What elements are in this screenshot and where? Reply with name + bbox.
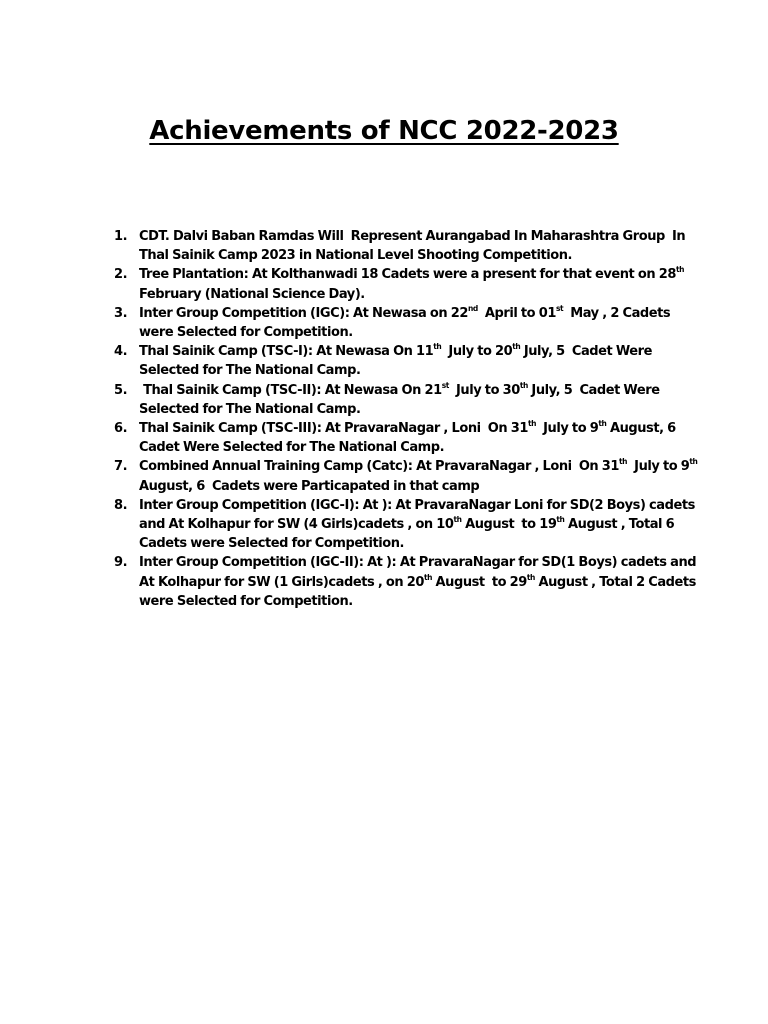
list-item	[0, 342, 669, 380]
list-item	[0, 457, 698, 495]
text-segment: Cadet Were Selected for The National Camp.	[139, 440, 445, 456]
text-segment: August, 6	[606, 421, 676, 437]
list-item-line	[139, 515, 675, 534]
ordinal-superscript: th	[598, 419, 607, 429]
ordinal-superscript: th	[619, 457, 628, 467]
text-segment: July, 5 Cadet Were	[527, 382, 660, 398]
text-segment: Inter Group Competition (IGC-I): At ): At PravaraNagar Loni for SD(2 Boys) cadets	[139, 497, 695, 513]
ordinal-superscript: st	[441, 380, 449, 390]
ordinal-superscript: th	[433, 342, 442, 352]
document-title-text: Achievements of NCC 2022-2023	[149, 116, 619, 146]
list-item-line	[139, 323, 669, 342]
ordinal-superscript: th	[675, 265, 684, 275]
text-segment: July to 30	[448, 382, 520, 398]
ordinal-superscript: th	[453, 515, 462, 525]
ordinal-superscript: th	[689, 457, 698, 467]
text-segment: Inter Group Competition (IGC): At Newasa on 22	[139, 305, 468, 321]
text-segment: Thal Sainik Camp (TSC-I): At Newasa On 11	[139, 344, 434, 360]
text-segment: were Selected for Competition.	[139, 325, 353, 341]
text-segment: July, 5 Cadet Were	[520, 344, 652, 360]
text-segment: August to 29	[431, 574, 527, 590]
list-item-line	[139, 457, 698, 476]
list-item-line	[139, 304, 669, 323]
text-segment: Cadets were Selected for Competition.	[139, 536, 404, 552]
list-item-number: 2.	[114, 267, 128, 283]
text-segment: CDT. Dalvi Baban Ramdas Will Represent Aurangabad In Maharashtra Group In	[139, 229, 686, 244]
text-segment: were Selected for Competition.	[139, 593, 353, 609]
list-item-number: 3.	[114, 305, 128, 321]
text-segment: At Kolhapur for SW (1 Girls)cadets , on 20	[139, 574, 424, 590]
list-item-line	[139, 553, 697, 572]
list-item	[0, 419, 676, 457]
text-segment: Combined Annual Training Camp (Catc): At PravaraNagar , Loni On 31	[139, 459, 619, 475]
list-item-line	[139, 534, 669, 553]
ordinal-superscript: th	[556, 515, 565, 525]
list-item	[0, 227, 686, 265]
text-segment: July to 9	[627, 459, 690, 475]
list-item-line	[139, 265, 684, 284]
ordinal-superscript: th	[423, 572, 432, 582]
list-item-number: 1.	[114, 229, 128, 244]
text-segment: Thal Sainik Camp (TSC-III): At PravaraNagar , Loni On 31	[139, 421, 528, 437]
text-segment: April to 01	[477, 305, 556, 321]
list-item-number: 8.	[114, 497, 128, 513]
text-segment: August , Total 6	[564, 517, 675, 533]
list-item-line	[139, 572, 696, 592]
list-item	[0, 304, 669, 342]
text-segment: August to 19	[461, 517, 557, 533]
text-segment: Tree Plantation: At Kolthanwadi 18 Cadets were a present for that event on 28	[139, 267, 676, 283]
list-item-line	[139, 496, 695, 515]
list-item-number: 6.	[114, 421, 128, 437]
list-item-line	[139, 381, 669, 400]
text-segment: and At Kolhapur for SW (4 Girls)cadets , on 10	[139, 517, 454, 533]
list-item	[0, 265, 684, 303]
list-item-line	[139, 592, 669, 611]
list-item	[0, 496, 695, 554]
list-item-number: 4.	[114, 344, 128, 360]
text-segment: Selected for The National Camp.	[139, 401, 361, 417]
list-item-line	[139, 400, 669, 419]
list-item-line	[139, 227, 686, 246]
list-item-number: 5.	[114, 382, 128, 398]
list-item-line	[139, 361, 669, 380]
ordinal-superscript: th	[519, 380, 528, 390]
ordinal-superscript: th	[527, 419, 536, 429]
list-item-number: 9.	[114, 555, 128, 571]
list-item-line	[139, 342, 669, 361]
list-item-number: 7.	[114, 459, 128, 475]
list-item-line	[139, 285, 669, 304]
list-item-line	[139, 477, 669, 496]
list-item-line	[139, 246, 669, 265]
text-segment: August, 6 Cadets were Particapated in that camp	[139, 478, 480, 494]
text-segment: July to 20	[441, 344, 513, 360]
ordinal-superscript: th	[512, 342, 521, 352]
achievements-list	[0, 227, 768, 611]
text-segment: Thal Sainik Camp (TSC-II): At Newasa On 21	[139, 382, 442, 398]
text-segment: May , 2 Cadets	[563, 305, 671, 321]
text-segment: July to 9	[535, 421, 599, 437]
ordinal-superscript: nd	[467, 303, 478, 313]
text-segment: Inter Group Competition (IGC-II): At ): At PravaraNagar for SD(1 Boys) cadets and	[139, 555, 697, 571]
list-item	[0, 553, 697, 611]
text-segment: Selected for The National Camp.	[139, 363, 361, 379]
list-item-line	[139, 419, 676, 438]
text-segment: February (National Science Day).	[139, 286, 365, 302]
list-item	[0, 381, 669, 419]
text-segment: Thal Sainik Camp 2023 in National Level Shooting Competition.	[139, 248, 573, 264]
document-title	[0, 116, 768, 146]
list-item-line	[139, 438, 669, 457]
ordinal-superscript: st	[555, 303, 564, 313]
ordinal-superscript: th	[526, 572, 535, 582]
text-segment: August , Total 2 Cadets	[534, 574, 696, 590]
